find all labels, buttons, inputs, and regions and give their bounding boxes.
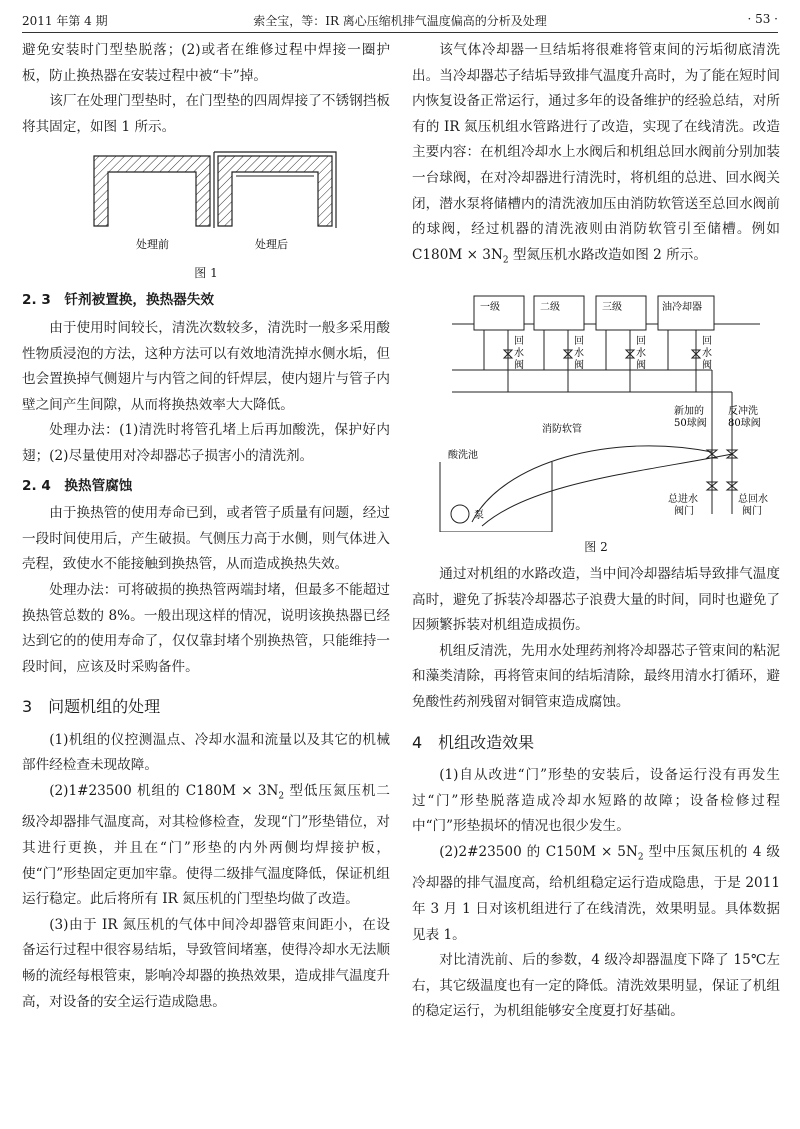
figure-2 xyxy=(412,282,780,532)
text-run: 该气体冷却器一旦结垢将很难将管束间的污垢彻底清洗出。当冷却器芯子结垢导致排气温度升高时，为了能在短时间内恢复设备正常运行，通过多年的设备维护的经验总结，对所有的 IR 氮压机组水管路进行了改造，实现了在线清洗。改造主要内容：在机组冷却水上水阀后和机组总回水阀前分别加装一台球阀，在对冷却器进行清洗时，将机组的总进、回水阀关闭，潜水泵将储槽内的清洗液加压由消防软管送至总回水阀前的球阀，经过机器的清洗液则由消防软管引至储槽。例如 C180M × 3N xyxy=(412,42,780,263)
text-run: (2)2#23500 的 C150M × 5N xyxy=(439,844,638,860)
gasket-after xyxy=(218,156,332,226)
subscript: 2 xyxy=(637,852,644,863)
gasket-before xyxy=(94,156,210,226)
figure-caption: 图 2 xyxy=(584,540,608,555)
paragraph: (1)机组的仪控测温点、冷却水温和流量以及其它的机械部件经检查未现故障。 xyxy=(22,731,390,774)
text-run: 型中压氮压机的 4 级冷却器的排气温度高，给机组稳定运行造成隐患，于是 2011 年 3 月 1 日对该机组进行了在线清洗，效果明显。具体数据见表 1。 xyxy=(412,844,780,943)
figure-caption: 图 1 xyxy=(194,266,218,281)
paragraph: 处理办法：可将破损的换热管两端封堵，但最多不能超过换热管总数的 8%。一般出现这样的情况，说明该换热器已经达到它的的使用寿命了，仅仅靠封堵个别换热管，只能维持一段时间，应该及时采购备件。 xyxy=(22,581,390,675)
running-title: 索全宝，等：IR 离心压缩机排气温度偏高的分析及处理 xyxy=(253,14,547,28)
return-valve-label: 回水阀 xyxy=(514,336,524,372)
backwash-valve-label: 反冲洗 80球阀 xyxy=(728,406,761,430)
section-heading: 2. 4 换热管腐蚀 xyxy=(22,477,133,494)
paragraph xyxy=(22,779,390,913)
subscript: 2 xyxy=(278,791,285,802)
page-number: · 53 · xyxy=(747,12,778,26)
label-pump: 泵 xyxy=(474,510,484,522)
return-valve-label: 回水阀 xyxy=(574,336,584,372)
left-column xyxy=(22,38,390,1015)
main-in-label: 总进水阀门 xyxy=(668,494,698,518)
paragraph: 机组反清洗，先用水处理药剂将冷却器芯子管束间的粘泥和藻类清除，再将管束间的结垢清除，最终用清水打循环，避免酸性药剂残留对铜管束造成腐蚀。 xyxy=(412,642,780,711)
label-after: 处理后 xyxy=(255,238,288,252)
section-heading: 2. 3 钎剂被置换，换热器失效 xyxy=(22,292,214,309)
return-valve-label: 回水阀 xyxy=(636,336,646,372)
label-oil-cooler: 油冷却器 xyxy=(662,302,702,314)
label-stage2: 二级 xyxy=(540,302,560,314)
paragraph xyxy=(412,840,780,948)
section-heading: 3 问题机组的处理 xyxy=(22,697,161,717)
main-return-label: 总回水阀门 xyxy=(738,494,768,518)
label-stage1: 一级 xyxy=(480,302,500,314)
label-tank: 酸洗池 xyxy=(448,450,478,462)
paragraph: 由于使用时间较长，清洗次数较多，清洗时一般多采用酸性物质浸泡的方法，这种方法可以有效地清洗掉水侧水垢，但也会置换掉气侧翅片与内管之间的钎焊层，使内翅片与管子内壁之间产生间隙，从而将换热效率大大降低。 xyxy=(22,319,390,413)
water-circuit-diagram xyxy=(412,282,780,532)
subscript: 2 xyxy=(502,255,509,266)
label-before: 处理前 xyxy=(136,238,169,252)
journal-issue: 2011 年第 4 期 xyxy=(22,14,108,28)
text-run: 型氮压机水路改造如图 2 所示。 xyxy=(508,246,707,263)
paragraph: 对比清洗前、后的参数，4 级冷却器温度下降了 15℃左右，其它级温度也有一定的降低。清洗效果明显，保证了机组的稳定运行，为机组能够安全度夏打好基础。 xyxy=(412,952,780,1020)
figure-1 xyxy=(22,148,390,258)
paragraph xyxy=(412,38,780,274)
gasket-diagram xyxy=(22,148,390,258)
right-column xyxy=(412,38,780,1025)
page-header xyxy=(22,6,778,33)
paragraph: (3)由于 IR 氮压机的气体中间冷却器管束间距小，在设备运行过程中很容易结垢，导致管间堵塞，使得冷却水无法顺畅的流经每根管束，影响冷却器的换热效果，造成排气温度升高，对设备的安全运行造成隐患。 xyxy=(22,916,390,1010)
paragraph: 该厂在处理门型垫时，在门型垫的四周焊接了不锈钢挡板将其固定，如图 1 所示。 xyxy=(22,93,390,135)
pump-icon xyxy=(451,505,469,523)
text-run: 型低压氮压机二级冷却器排气温度高，对其检修检查，发现“门”形垫错位，对其进行更换，并且在“门”形垫的内外两侧均焊接护板，使“门”形垫固定更加牢靠。使得二级排气温度降低，保证机组运行稳定。此后将所有 IR 氮压机的门型垫均做了改造。 xyxy=(22,783,390,908)
paragraph: 通过对机组的水路改造，当中间冷却器结垢导致排气温度高时，避免了拆装冷却器芯子浪费大量的时间，同时也避免了因频繁拆装对机组造成损伤。 xyxy=(412,566,780,634)
label-hose: 消防软管 xyxy=(542,424,582,436)
label-stage3: 三级 xyxy=(602,302,622,314)
paragraph: 处理办法：(1)清洗时将管孔堵上后再加酸洗，保护好内翅；(2)尽量使用对冷却器芯子损害小的清洗剂。 xyxy=(22,422,390,464)
text-run: (2)1#23500 机组的 C180M × 3N xyxy=(49,783,279,800)
paragraph: 避免安装时门型垫脱落；(2)或者在维修过程中焊接一圈护板，防止换热器在安装过程中被“卡”掉。 xyxy=(22,42,390,84)
return-valve-label: 回水阀 xyxy=(702,336,712,372)
paragraph: (1)自从改进“门”形垫的安装后，设备运行没有再发生过“门”形垫脱落造成冷却水短路的故障；设备检修过程中“门”形垫损坏的情况也很少发生。 xyxy=(412,767,780,835)
paragraph: 由于换热管的使用寿命已到，或者管子质量有问题，经过一段时间使用后，产生破损。气侧压力高于水侧，则气体进入壳程，致使水不能接触到换热管，从而造成换热失效。 xyxy=(22,505,390,573)
section-heading: 4 机组改造效果 xyxy=(412,732,535,752)
new-valve-label: 新加的 50球阀 xyxy=(674,406,707,430)
